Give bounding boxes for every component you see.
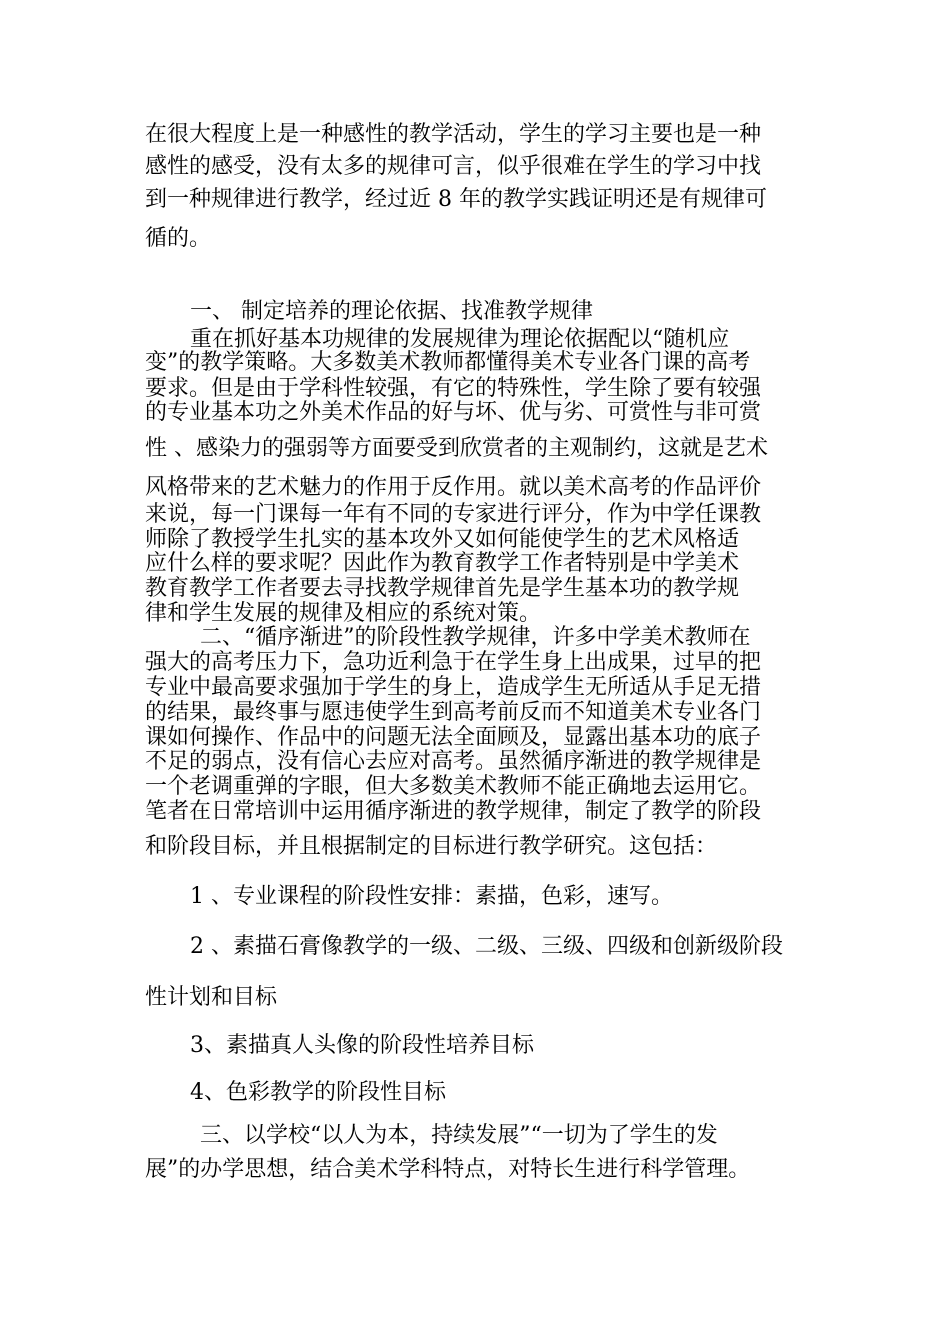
section3-line-1: 三、以学校“以人为本，持续发展”“一切为了学生的发 bbox=[200, 1123, 718, 1148]
section2-line-4: 的结果，最终事与愿违使学生到高考前反而不知道美术专业各门 bbox=[145, 700, 762, 725]
section1-heading: 一、 制定培养的理论依据、找准教学规律 bbox=[190, 299, 593, 324]
list-item-3: 3、素描真人头像的阶段性培养目标 bbox=[190, 1033, 534, 1058]
section2-line-9: 和阶段目标，并且根据制定的目标进行教学研究。这包括： bbox=[145, 834, 718, 859]
section1-line-9: 应什么样的要求呢？因此作为教育教学工作者特别是中学美术 bbox=[145, 551, 740, 576]
list-item-2: 2 、素描石膏像教学的一级、二级、三级、四级和创新级阶段 bbox=[190, 934, 783, 959]
section1-line-5: 性 、感染力的强弱等方面要受到欣赏者的主观制约，这就是艺术 bbox=[145, 436, 768, 461]
section1-line-8: 师除了教授学生扎实的基本攻外又如何能使学生的艺术风格适 bbox=[145, 527, 740, 552]
section2-line-7: 一个老调重弹的字眼，但大多数美术教师不能正确地去运用它。 bbox=[145, 774, 762, 799]
list-item-4: 4、色彩教学的阶段性目标 bbox=[190, 1080, 446, 1105]
section1-line-2: 变”的教学策略。大多数美术教师都懂得美术专业各门课的高考 bbox=[145, 350, 751, 375]
section3-line-2: 展”的办学思想，结合美术学科特点，对特长生进行科学管理。 bbox=[145, 1157, 751, 1182]
list-item-2-continued: 性计划和目标 bbox=[145, 985, 278, 1010]
intro-line-2: 感性的感受，没有太多的规律可言，似乎很难在学生的学习中找 bbox=[145, 154, 762, 179]
section2-line-3: 专业中最高要求强加于学生的身上，造成学生无所适从手足无措 bbox=[145, 675, 762, 700]
intro-line-1: 在很大程度上是一种感性的教学活动，学生的学习主要也是一种 bbox=[145, 122, 762, 147]
section1-line-7: 来说，每一门课每一年有不同的专家进行评分，作为中学任课教 bbox=[145, 502, 762, 527]
section2-line-6: 不足的弱点，没有信心去应对高考。虽然循序渐进的教学规律是 bbox=[145, 749, 762, 774]
intro-line-3: 到一种规律进行教学，经过近 8 年的教学实践证明还是有规律可 bbox=[145, 187, 767, 212]
intro-line-4: 循的。 bbox=[145, 226, 212, 251]
section2-line-1: 二、“循序渐进”的阶段性教学规律，许多中学美术教师在 bbox=[200, 625, 751, 650]
section1-line-10: 教育教学工作者要去寻找教学规律首先是学生基本功的教学规 bbox=[145, 576, 740, 601]
section2-line-8: 笔者在日常培训中运用循序渐进的教学规律，制定了教学的阶段 bbox=[145, 799, 762, 824]
section1-line-1: 重在抓好基本功规律的发展规律为理论依据配以“随机应 bbox=[190, 327, 730, 352]
section1-line-4: 的专业基本功之外美术作品的好与坏、优与劣、可赏性与非可赏 bbox=[145, 400, 762, 425]
section1-line-3: 要求。但是由于学科性较强，有它的特殊性，学生除了要有较强 bbox=[145, 376, 762, 401]
section2-line-2: 强大的高考压力下，急功近利急于在学生身上出成果，过早的把 bbox=[145, 650, 762, 675]
section2-line-5: 课如何操作、作品中的问题无法全面顾及，显露出基本功的底子 bbox=[145, 725, 762, 750]
section1-line-6: 风格带来的艺术魅力的作用于反作用。就以美术高考的作品评价 bbox=[145, 475, 762, 500]
list-item-1: 1 、专业课程的阶段性安排：素描，色彩，速写。 bbox=[190, 884, 673, 909]
section1-line-11: 律和学生发展的规律及相应的系统对策。 bbox=[145, 601, 542, 626]
